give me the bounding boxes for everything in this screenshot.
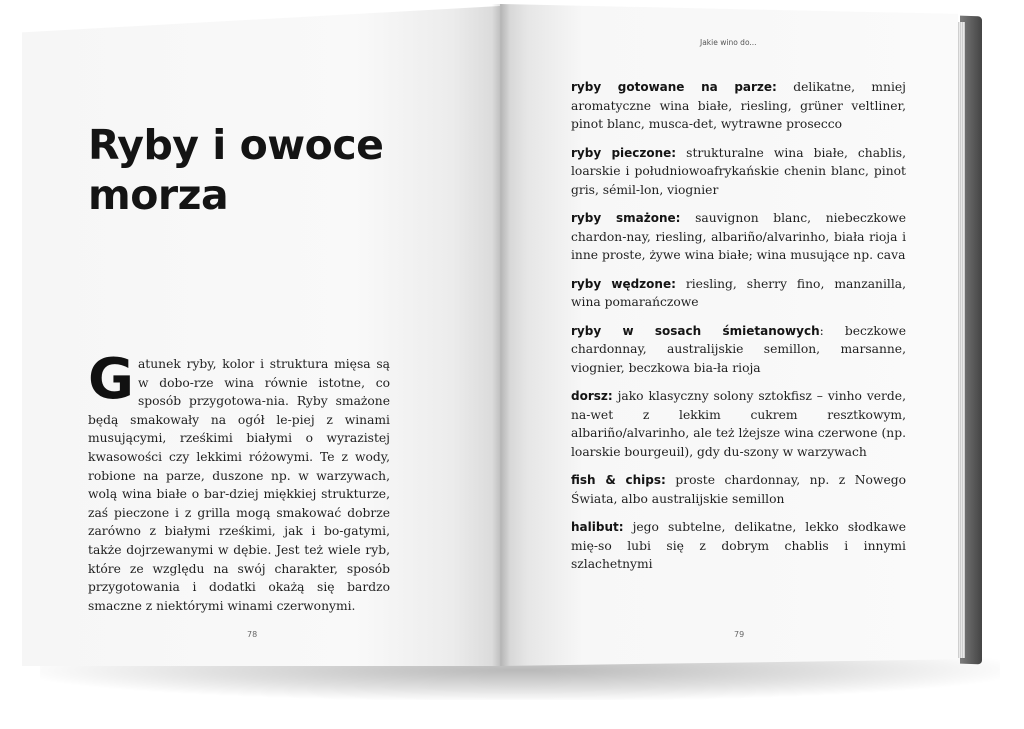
entry-text: strukturalne wina białe, chablis, loarskie i południowoafrykańskie chenin blanc, pinot gris, sémil-lon, viognier <box>571 145 906 197</box>
entry-text: jako klasyczny solony sztokfisz – vinho verde, na-wet z lekkim cukrem resztkowym, albariño/alvarinho, ale też lżejsze wina czerwone (np. loarskie bourgeuil), gdy du-szony w warzywach <box>571 389 906 459</box>
entry-text: jego subtelne, delikatne, lekko słodkawe mię-so lubi się z dobrym chablis i innymi szlachetnymi <box>571 520 906 571</box>
running-head: Jakie wino do... <box>700 38 757 47</box>
entry-term: halibut: <box>571 520 624 534</box>
list-item <box>571 387 906 461</box>
entry-term: ryby w sosach śmietanowych <box>571 323 820 338</box>
page-number-right: 79 <box>734 630 745 639</box>
page-number-left: 78 <box>247 630 258 639</box>
intro-text: atunek ryby, kolor i struktura mięsa są w dobo-rze wina równie istotne, co sposób przygotowa-nia. Ryby smażone będą smakowały na ogół le-piej z winami musującymi, rześkimi białymi o wyrazistej kwasowości czy lekkimi różowymi. Te z wody, robione na parze, duszone np. w warzywach, wolą wina białe o bar-dziej miękkiej strukturze, zaś pieczone i z grilla mogą smakować dobrze zarówno z białymi rześkimi, jak i bo-gatymi, także dojrzewanymi w dębie. Jest też wiele ryb, które ze względu na swój charakter, sposób przygotowania i dodatki okażą się bardzo smaczne z niektórymi winami czerwonymi. <box>88 357 390 613</box>
entry-text: sauvignon blanc, niebeczkowe chardon-nay, riesling, albariño/alvarinho, biała rioja i inne proste, żywe wina białe; wina musujące np. cava <box>571 211 906 262</box>
drop-cap: G <box>88 347 134 412</box>
entry-text: delikatne, mniej aromatyczne wina białe, riesling, grüner veltliner, pinot blanc, musca-det, wytrawne prosecco <box>571 80 906 131</box>
entry-term: ryby wędzone: <box>571 276 676 291</box>
entry-text: proste chardonnay, np. z Nowego Świata, albo australijskie semillon <box>571 473 906 506</box>
entry-text: : beczkowe chardonnay, australijskie semillon, marsanne, viognier, beczkowa bia-ła rioja <box>571 323 906 375</box>
list-item <box>571 144 906 200</box>
intro-paragraph <box>88 347 390 615</box>
list-item <box>571 78 906 134</box>
chapter-title: Ryby i owoce morza <box>88 121 384 219</box>
entry-term: ryby pieczone: <box>571 145 677 160</box>
list-item <box>571 518 906 574</box>
list-item <box>571 209 906 265</box>
entry-term: ryby smażone: <box>571 211 681 225</box>
list-item <box>571 322 906 378</box>
book-gutter <box>492 4 510 666</box>
entry-text: riesling, sherry fino, manzanilla, wina pomarańczowe <box>571 276 906 309</box>
entry-term: dorsz: <box>571 389 613 403</box>
entry-term: fish & chips: <box>571 473 666 487</box>
entry-term: ryby gotowane na parze: <box>571 80 777 94</box>
list-item <box>571 471 906 508</box>
pairing-list <box>571 78 906 584</box>
list-item <box>571 275 906 312</box>
